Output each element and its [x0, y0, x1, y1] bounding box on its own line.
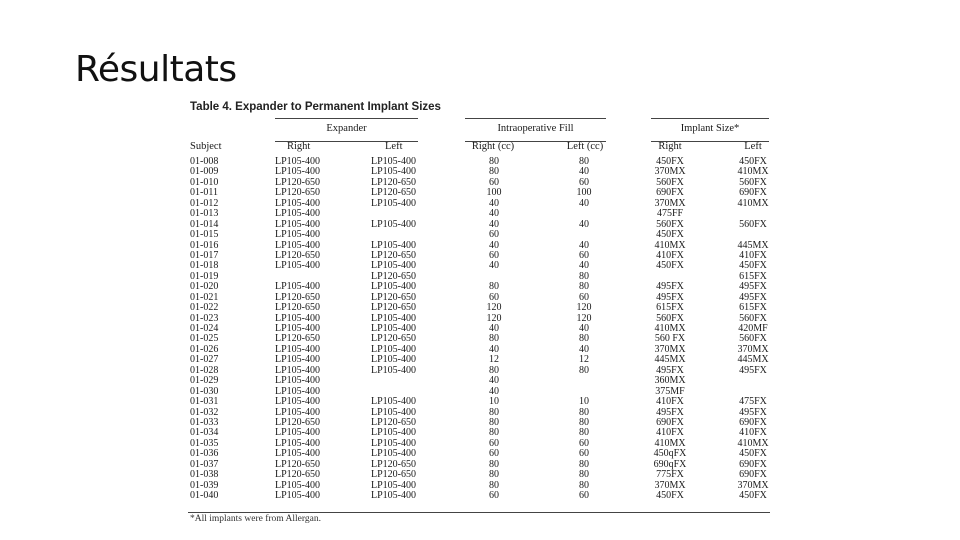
- cell-implant-right: 560FX: [656, 312, 684, 324]
- col-subject: Subject: [190, 141, 222, 152]
- cell-implant-right: 370MX: [654, 343, 686, 355]
- cell-subject: 01-017: [190, 249, 219, 261]
- cell-fill-right: 40: [489, 208, 499, 220]
- cell-expander-left: LP120-650: [371, 176, 416, 188]
- cell-implant-right: 560 FX: [654, 333, 686, 345]
- col-implant-left: Left: [744, 141, 762, 152]
- cell-implant-left: 370MX: [737, 479, 769, 491]
- cell-subject: 01-014: [190, 218, 219, 230]
- cell-expander-left: LP105-400: [371, 354, 416, 366]
- cell-subject: 01-025: [190, 333, 219, 345]
- cell-implant-right: 690qFX: [653, 458, 687, 470]
- cell-expander-left: LP120-650: [371, 187, 416, 199]
- cell-fill-right: 80: [489, 469, 499, 481]
- cell-subject: 01-029: [190, 375, 219, 387]
- cell-subject: 01-022: [190, 302, 219, 314]
- cell-implant-left: 475FX: [739, 396, 767, 408]
- cell-implant-right: 410FX: [656, 427, 684, 439]
- cell-fill-left: 80: [579, 416, 589, 428]
- table-bottom-rule: [188, 512, 770, 513]
- table-row: [0, 167, 960, 177]
- table-row: [0, 366, 960, 376]
- cell-expander-right: LP105-400: [275, 427, 320, 439]
- cell-fill-right: 40: [489, 343, 499, 355]
- cell-fill-left: 80: [579, 458, 589, 470]
- cell-implant-right: 410MX: [654, 323, 686, 334]
- cell-fill-right: 40: [489, 197, 499, 209]
- cell-implant-left: 495FX: [739, 281, 767, 293]
- cell-fill-right: 80: [489, 156, 499, 167]
- cell-expander-right: LP120-650: [275, 187, 320, 199]
- cell-fill-left: 80: [579, 469, 589, 481]
- cell-fill-left: 10: [579, 396, 589, 408]
- cell-fill-right: 12: [489, 354, 499, 366]
- cell-subject: 01-039: [190, 479, 219, 491]
- cell-expander-right: LP105-400: [275, 229, 320, 241]
- cell-fill-left: 60: [579, 490, 589, 501]
- cell-implant-left: 690FX: [739, 469, 767, 481]
- cell-subject: 01-034: [190, 427, 219, 439]
- cell-expander-right: LP105-400: [275, 312, 320, 324]
- cell-implant-left: 450FX: [739, 260, 767, 272]
- cell-expander-left: LP105-400: [371, 490, 416, 501]
- cell-fill-right: 80: [489, 281, 499, 293]
- table-footnote: *All implants were from Allergan.: [190, 514, 321, 524]
- cell-fill-right: 40: [489, 323, 499, 334]
- cell-fill-right: 60: [489, 229, 499, 241]
- cell-fill-right: 60: [489, 249, 499, 261]
- cell-fill-left: 60: [579, 249, 589, 261]
- cell-fill-left: 40: [579, 343, 589, 355]
- table-row: [0, 449, 960, 459]
- cell-expander-left: LP105-400: [371, 427, 416, 439]
- cell-implant-left: 495FX: [739, 364, 767, 376]
- table-row: [0, 387, 960, 397]
- cell-implant-right: 560FX: [656, 176, 684, 188]
- cell-expander-left: LP105-400: [371, 406, 416, 418]
- cell-implant-left: 445MX: [737, 354, 769, 366]
- cell-implant-right: 615FX: [656, 302, 684, 314]
- table-group-header: [0, 118, 960, 140]
- cell-subject: 01-021: [190, 291, 219, 303]
- cell-implant-left: 420MF: [738, 323, 768, 334]
- cell-expander-right: LP105-400: [275, 437, 320, 449]
- cell-expander-left: LP105-400: [371, 156, 416, 167]
- cell-expander-right: LP120-650: [275, 291, 320, 303]
- cell-fill-left: 80: [579, 270, 589, 282]
- cell-fill-left: 60: [579, 291, 589, 303]
- cell-fill-right: 80: [489, 427, 499, 439]
- cell-implant-right: 450FX: [656, 260, 684, 272]
- table-row: [0, 157, 960, 167]
- cell-subject: 01-036: [190, 448, 219, 460]
- cell-implant-left: 690FX: [739, 458, 767, 470]
- cell-expander-left: LP105-400: [371, 166, 416, 178]
- cell-subject: 01-011: [190, 187, 218, 199]
- cell-fill-right: 120: [486, 302, 502, 314]
- cell-fill-left: 80: [579, 427, 589, 439]
- cell-subject: 01-027: [190, 354, 219, 366]
- table-row: [0, 272, 960, 282]
- table-row: [0, 282, 960, 292]
- cell-expander-left: LP120-650: [371, 458, 416, 470]
- cell-implant-right: 560FX: [656, 218, 684, 230]
- cell-fill-left: 80: [579, 364, 589, 376]
- cell-expander-left: LP105-400: [371, 437, 416, 449]
- cell-expander-left: LP105-400: [371, 260, 416, 272]
- cell-expander-right: LP105-400: [275, 375, 320, 387]
- col-fill-right: Right (cc): [471, 141, 515, 152]
- table-row: [0, 460, 960, 470]
- cell-implant-right: 360MX: [654, 375, 686, 387]
- cell-expander-right: LP105-400: [275, 218, 320, 230]
- cell-fill-left: 40: [579, 197, 589, 209]
- cell-implant-right: 775FX: [656, 469, 684, 481]
- cell-expander-left: LP120-650: [371, 302, 416, 314]
- cell-expander-right: LP105-400: [275, 479, 320, 491]
- col-expander-left: Left: [385, 141, 403, 152]
- cell-fill-left: 40: [579, 323, 589, 334]
- cell-expander-left: LP120-650: [371, 291, 416, 303]
- table-row: [0, 418, 960, 428]
- cell-subject: 01-010: [190, 176, 219, 188]
- cell-expander-right: LP105-400: [275, 197, 320, 209]
- cell-expander-left: LP120-650: [371, 416, 416, 428]
- table-row: [0, 230, 960, 240]
- cell-implant-right: 450FX: [656, 229, 684, 241]
- cell-implant-right: 410MX: [654, 239, 686, 251]
- table-row: [0, 345, 960, 355]
- cell-expander-right: LP105-400: [275, 364, 320, 376]
- cell-expander-left: LP105-400: [371, 281, 416, 293]
- cell-implant-left: 450FX: [739, 448, 767, 460]
- cell-implant-left: 615FX: [739, 302, 767, 314]
- cell-implant-right: 370MX: [654, 166, 686, 178]
- cell-implant-right: 410FX: [656, 396, 684, 408]
- cell-implant-left: 690FX: [739, 416, 767, 428]
- cell-fill-left: 80: [579, 406, 589, 418]
- cell-expander-right: LP120-650: [275, 458, 320, 470]
- col-implant-right: Right: [658, 141, 682, 152]
- cell-fill-left: 40: [579, 218, 589, 230]
- cell-expander-right: LP120-650: [275, 333, 320, 345]
- cell-subject: 01-009: [190, 166, 219, 178]
- cell-implant-left: 445MX: [737, 239, 769, 251]
- cell-subject: 01-040: [190, 490, 219, 501]
- table-row: [0, 293, 960, 303]
- cell-implant-right: 450FX: [656, 156, 684, 167]
- cell-implant-right: 410MX: [654, 437, 686, 449]
- cell-implant-right: 370MX: [654, 479, 686, 491]
- cell-fill-right: 80: [489, 166, 499, 178]
- cell-subject: 01-030: [190, 385, 219, 397]
- cell-expander-right: LP120-650: [275, 249, 320, 261]
- cell-subject: 01-038: [190, 469, 219, 481]
- cell-implant-right: 495FX: [656, 281, 684, 293]
- cell-fill-right: 60: [489, 437, 499, 449]
- table-row: [0, 220, 960, 230]
- cell-fill-left: 120: [576, 312, 592, 324]
- cell-expander-left: LP105-400: [371, 343, 416, 355]
- cell-implant-right: 690FX: [656, 187, 684, 199]
- cell-expander-right: LP120-650: [275, 302, 320, 314]
- group-expander: Expander: [275, 118, 418, 142]
- table-row: [0, 355, 960, 365]
- cell-implant-right: 495FX: [656, 406, 684, 418]
- cell-expander-left: LP120-650: [371, 469, 416, 481]
- cell-fill-right: 120: [486, 312, 502, 324]
- cell-fill-right: 10: [489, 396, 499, 408]
- cell-subject: 01-024: [190, 323, 219, 334]
- cell-expander-left: LP105-400: [371, 396, 416, 408]
- cell-implant-left: 615FX: [739, 270, 767, 282]
- cell-fill-right: 40: [489, 239, 499, 251]
- cell-fill-left: 120: [576, 302, 592, 314]
- cell-subject: 01-037: [190, 458, 219, 470]
- cell-fill-left: 80: [579, 281, 589, 293]
- cell-subject: 01-031: [190, 396, 219, 408]
- cell-subject: 01-028: [190, 364, 219, 376]
- cell-implant-right: 370MX: [654, 197, 686, 209]
- cell-expander-right: LP105-400: [275, 260, 320, 272]
- cell-subject: 01-015: [190, 229, 219, 241]
- cell-fill-right: 80: [489, 364, 499, 376]
- cell-implant-right: 375MF: [655, 385, 685, 397]
- cell-expander-right: LP105-400: [275, 396, 320, 408]
- col-expander-right: Right: [287, 141, 311, 152]
- table-row: [0, 251, 960, 261]
- cell-subject: 01-013: [190, 208, 219, 220]
- cell-fill-right: 60: [489, 291, 499, 303]
- cell-fill-left: 80: [579, 479, 589, 491]
- cell-expander-right: LP105-400: [275, 448, 320, 460]
- cell-expander-right: LP105-400: [275, 354, 320, 366]
- cell-implant-left: 560FX: [739, 176, 767, 188]
- table-row: [0, 397, 960, 407]
- cell-expander-right: LP120-650: [275, 469, 320, 481]
- table-row: [0, 188, 960, 198]
- cell-implant-left: 450FX: [739, 490, 767, 501]
- cell-implant-right: 450FX: [656, 490, 684, 501]
- table-row: [0, 314, 960, 324]
- cell-fill-right: 60: [489, 176, 499, 188]
- cell-fill-right: 40: [489, 260, 499, 272]
- table-row: [0, 199, 960, 209]
- cell-fill-right: 60: [489, 490, 499, 501]
- cell-fill-right: 80: [489, 458, 499, 470]
- table-row: [0, 303, 960, 313]
- cell-fill-left: 60: [579, 448, 589, 460]
- cell-subject: 01-012: [190, 197, 219, 209]
- cell-fill-left: 40: [579, 260, 589, 272]
- cell-expander-left: LP120-650: [371, 270, 416, 282]
- table-row: [0, 209, 960, 219]
- cell-expander-left: LP120-650: [371, 249, 416, 261]
- cell-fill-right: 80: [489, 479, 499, 491]
- cell-expander-left: LP105-400: [371, 218, 416, 230]
- cell-expander-right: LP120-650: [275, 416, 320, 428]
- cell-expander-left: LP120-650: [371, 333, 416, 345]
- cell-implant-right: 690FX: [656, 416, 684, 428]
- cell-expander-right: LP105-400: [275, 281, 320, 293]
- table-row: [0, 261, 960, 271]
- cell-implant-left: 410FX: [739, 249, 767, 261]
- cell-fill-left: 80: [579, 156, 589, 167]
- cell-expander-left: LP105-400: [371, 197, 416, 209]
- cell-expander-left: LP105-400: [371, 323, 416, 334]
- cell-fill-right: 80: [489, 416, 499, 428]
- table-row: [0, 439, 960, 449]
- cell-expander-left: LP105-400: [371, 448, 416, 460]
- cell-subject: 01-032: [190, 406, 219, 418]
- cell-fill-right: 80: [489, 333, 499, 345]
- cell-expander-right: LP105-400: [275, 239, 320, 251]
- cell-implant-left: 370MX: [737, 343, 769, 355]
- cell-implant-left: 450FX: [739, 156, 767, 167]
- cell-implant-left: 410FX: [739, 427, 767, 439]
- cell-fill-right: 40: [489, 218, 499, 230]
- cell-fill-right: 80: [489, 406, 499, 418]
- cell-fill-right: 40: [489, 385, 499, 397]
- cell-fill-left: 80: [579, 333, 589, 345]
- cell-expander-right: LP105-400: [275, 343, 320, 355]
- cell-subject: 01-035: [190, 437, 219, 449]
- cell-subject: 01-008: [190, 156, 219, 167]
- cell-implant-right: 410FX: [656, 249, 684, 261]
- cell-implant-left: 410MX: [737, 197, 769, 209]
- cell-fill-left: 60: [579, 176, 589, 188]
- cell-subject: 01-026: [190, 343, 219, 355]
- table-row: [0, 408, 960, 418]
- table-body: [0, 157, 960, 501]
- cell-expander-left: LP105-400: [371, 364, 416, 376]
- table-row: [0, 324, 960, 334]
- cell-subject: 01-033: [190, 416, 219, 428]
- cell-expander-right: LP105-400: [275, 166, 320, 178]
- cell-expander-right: LP105-400: [275, 385, 320, 397]
- cell-subject: 01-019: [190, 270, 219, 282]
- cell-implant-left: 410MX: [737, 437, 769, 449]
- cell-implant-left: 690FX: [739, 187, 767, 199]
- cell-subject: 01-016: [190, 239, 219, 251]
- cell-expander-left: LP105-400: [371, 239, 416, 251]
- cell-fill-left: 60: [579, 437, 589, 449]
- cell-fill-right: 100: [486, 187, 502, 199]
- table-row: [0, 376, 960, 386]
- cell-implant-right: 450qFX: [653, 448, 687, 460]
- group-intraoperative-fill: Intraoperative Fill: [465, 118, 606, 142]
- cell-expander-right: LP105-400: [275, 490, 320, 501]
- cell-implant-left: 560FX: [739, 333, 767, 345]
- cell-subject: 01-023: [190, 312, 219, 324]
- table-column-header: [0, 140, 960, 154]
- group-implant-size: Implant Size*: [651, 118, 769, 142]
- slide-title: Résultats: [75, 49, 237, 90]
- cell-implant-left: 410MX: [737, 166, 769, 178]
- cell-expander-right: LP105-400: [275, 406, 320, 418]
- cell-expander-right: LP105-400: [275, 156, 320, 167]
- table-row: [0, 481, 960, 491]
- cell-implant-left: 560FX: [739, 312, 767, 324]
- cell-subject: 01-018: [190, 260, 219, 272]
- cell-fill-right: 40: [489, 375, 499, 387]
- table-row: [0, 241, 960, 251]
- cell-implant-right: 475FF: [656, 208, 684, 220]
- cell-fill-left: 100: [576, 187, 592, 199]
- table-row: [0, 334, 960, 344]
- cell-fill-left: 40: [579, 239, 589, 251]
- cell-implant-right: 495FX: [656, 291, 684, 303]
- cell-expander-right: LP105-400: [275, 323, 320, 334]
- cell-implant-left: 495FX: [739, 406, 767, 418]
- cell-expander-right: LP105-400: [275, 208, 320, 220]
- cell-expander-right: LP120-650: [275, 176, 320, 188]
- table-row: [0, 470, 960, 480]
- cell-implant-right: 495FX: [656, 364, 684, 376]
- cell-expander-left: LP105-400: [371, 312, 416, 324]
- cell-implant-left: 560FX: [739, 218, 767, 230]
- cell-implant-right: 445MX: [654, 354, 686, 366]
- cell-implant-left: 495FX: [739, 291, 767, 303]
- table-row: [0, 428, 960, 438]
- cell-fill-right: 60: [489, 448, 499, 460]
- table-caption: Table 4. Expander to Permanent Implant Sizes: [190, 101, 441, 113]
- cell-fill-left: 40: [579, 166, 589, 178]
- cell-fill-left: 12: [579, 354, 589, 366]
- cell-expander-left: LP105-400: [371, 479, 416, 491]
- table-row: [0, 491, 960, 501]
- table-row: [0, 178, 960, 188]
- cell-subject: 01-020: [190, 281, 219, 293]
- col-fill-left: Left (cc): [566, 141, 604, 152]
